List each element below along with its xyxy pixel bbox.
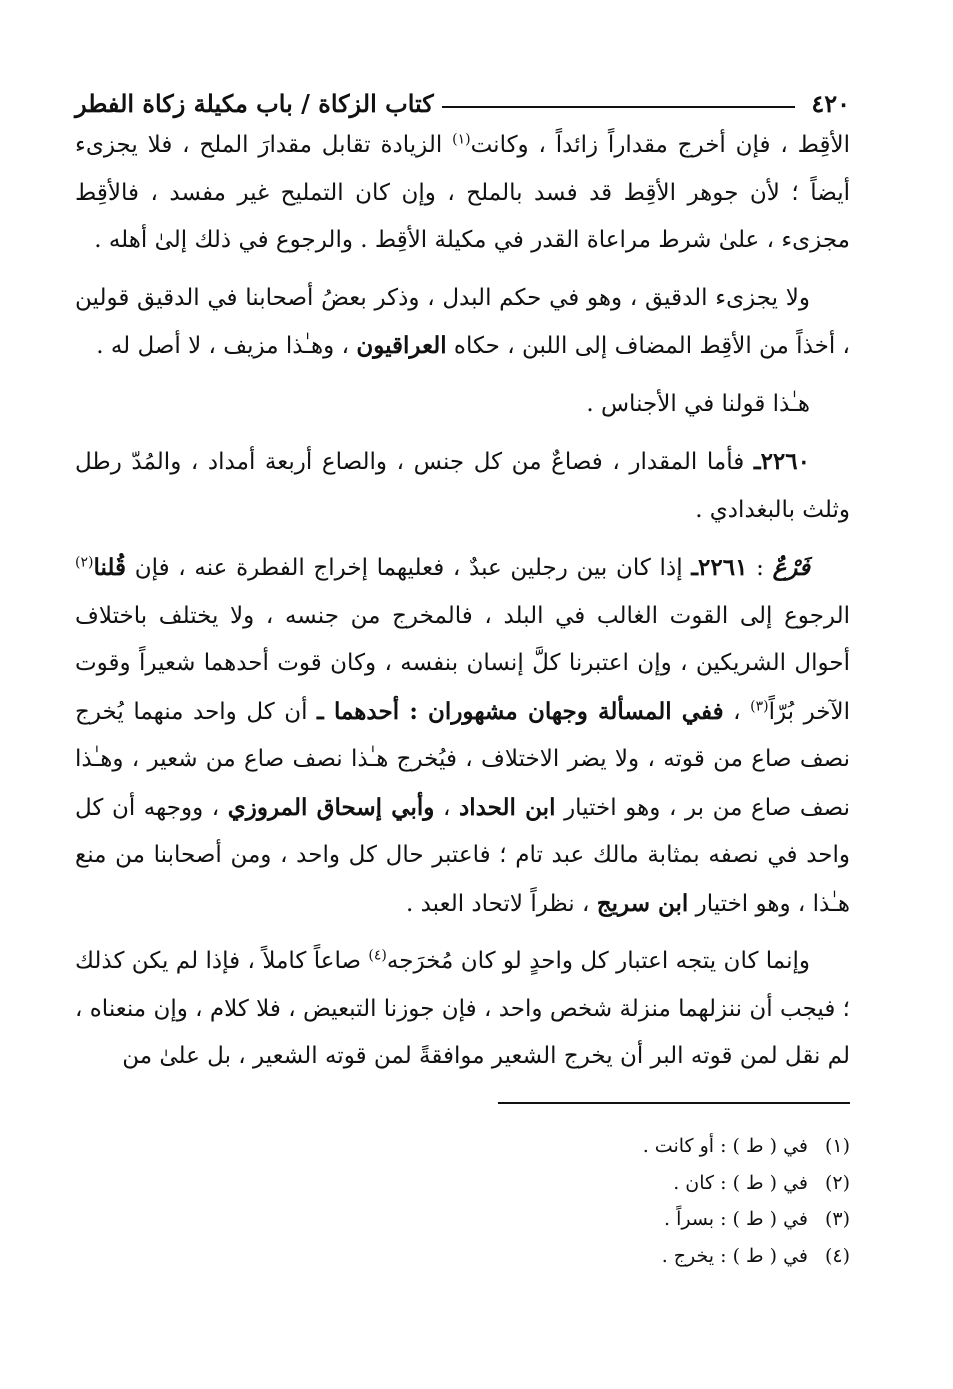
footnote-ref-4[interactable]: (٤) xyxy=(368,947,387,964)
footnote-item: (١)في ( ط ) : أو كانت . xyxy=(642,1135,850,1157)
footnote-item: (٣)في ( ط ) : بسراً . xyxy=(664,1208,850,1230)
running-header xyxy=(75,78,850,118)
header-rule xyxy=(442,106,796,108)
paragraph-5: فَرْعٌ : ٢٢٦١ـ إذا كان بين رجلين عبدٌ ، فعليهما إخراج الفطرة عنه ، فإن قُلنا$^{(٢)}$ الرجوع إلى القوت الغالب في البلد ، فالمخرج من جنسه ، ولا يختلف باختلاف أحوال الشريكين ، وإن اعتبرنا كلَّ إنسان بنفسه ، وكان قوت أحدهما شعيراً وقوت الآخر بُرّاً$^{(٣)}$ ، ففي المسألة وجهان مشهوران : أحدهما ـ أن كل واحد منهما يُخرج نصف صاع من قوته ، ولا يضر الاختلاف ، فيُخرج هـٰذا نصف صاع من شعير ، وهـٰذا نصف صاع من بر ، وهو اختيار ابن الحداد ، وأبي إسحاق المروزي ، ووجهه أن كل واحد في نصفه بمثابة مالك عبد تام ؛ فاعتبر حال كل واحد ، ومن أصحابنا من منع هـٰذا ، وهو اختيار ابن سريج ، نظراً لاتحاد العبد . xyxy=(75,554,851,917)
paragraph-1: الأقِط ، فإن أخرج مقداراً زائداً ، وكانت$^{(١)}$ الزيادة تقابل مقدارَ الملح ، فلا يجزىء أيضاً ؛ لأن جوهر الأقِط قد فسد بالملح ، وإن كان التمليح غير مفسد ، فالأقِط مجزىء ، علىٰ شرط مراعاة القدر في مكيلة الأقِط . والرجوع في ذلك إلىٰ أهله . xyxy=(75,131,850,253)
paragraph-6: وإنما كان يتجه اعتبار كل واحدٍ لو كان مُخرَجه$^{(٤)}$ صاعاً كاملاً ، فإذا لم يكن كذلك ؛ فيجب أن ننزلهما منزلة شخص واحد ، فإن جوزنا التبعيض ، فلا كلام ، وإن منعناه ، لم نقل لمن قوته البر أن يخرج الشعير موافقةً لمن قوته الشعير ، بل علىٰ من xyxy=(75,947,850,1069)
footnote-item: (٢)في ( ط ) : كان . xyxy=(673,1171,850,1194)
running-title: كتاب الزكاة / باب مكيلة زكاة الفطر xyxy=(75,89,434,118)
footnote-ref-2[interactable]: (٢) xyxy=(75,554,94,571)
page-number: ٤٢٠ xyxy=(811,89,850,118)
furu-label: فَرْعٌ xyxy=(772,554,810,581)
paragraph-2: ولا يجزىء الدقيق ، وهو في حكم البدل ، وذكر بعضُ أصحابنا في الدقيق قولين ، أخذاً من الأقِط المضاف إلى اللبن ، حكاه العراقيون ، وهـٰذا مزيف ، لا أصل له . xyxy=(75,284,850,359)
footnote-separator xyxy=(498,1102,850,1104)
main-text xyxy=(75,122,850,1091)
paragraph-4: ٢٢٦٠ـ فأما المقدار ، فصاعٌ من كل جنس ، والصاع أربعة أمداد ، والمُدّ رطل وثلث بالبغدادي . xyxy=(75,448,850,523)
issue-number: ٢٢٦١ـ xyxy=(691,554,748,581)
footnote-item: (٤)في ( ط ) : يخرج . xyxy=(661,1244,850,1267)
paragraph-3: هـٰذا قولنا في الأجناس . xyxy=(586,390,810,417)
issue-number: ٢٢٦٠ـ xyxy=(753,448,810,475)
footnote-ref-3[interactable]: (٣) xyxy=(750,697,769,714)
footnote-ref-1[interactable]: (١) xyxy=(452,131,471,148)
footnotes xyxy=(450,1128,850,1274)
